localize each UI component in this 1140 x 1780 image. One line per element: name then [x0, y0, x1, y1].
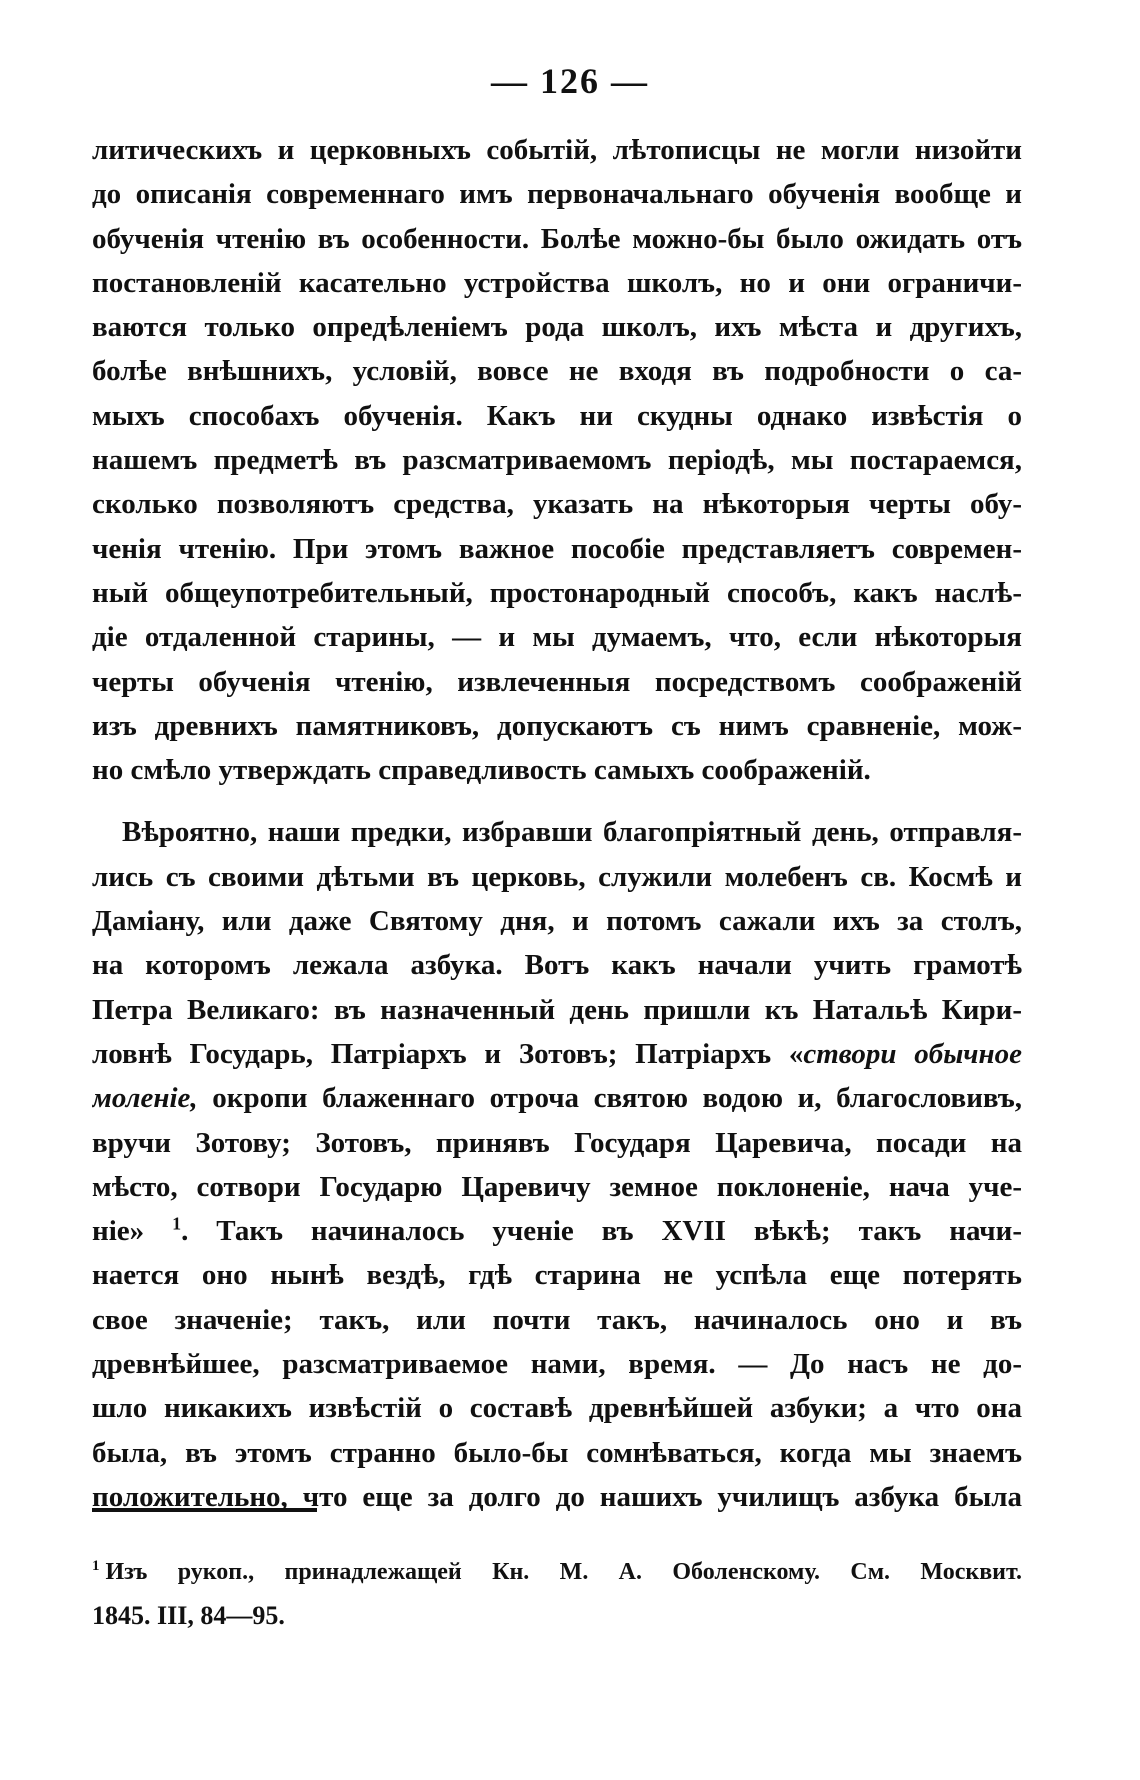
text-line: на которомъ лежала азбука. Вотъ какъ начали учить грамотѣ [92, 949, 1022, 982]
text-line: изъ древнихъ памятниковъ, допускаютъ съ нимъ сравненіе, мож- [92, 709, 1022, 742]
text-segment: окропи блаженнаго отроча святою водою и, благословивъ, [197, 1082, 1022, 1115]
text-line: ный общеупотребительный, простонародный способъ, какъ наслѣ- [92, 576, 1022, 609]
text-line: мѣсто, сотвори Государю Царевичу земное поклоненіе, нача уче- [92, 1170, 1022, 1203]
text-segment: ловнѣ Государь, Патріархъ и Зотовъ; Патріархъ « [92, 1037, 804, 1070]
footnote-text: Изъ рукоп., принадлежащей Кн. М. А. Оболенскому. См. Москвит. [105, 1559, 1022, 1585]
text-segment: ніе» [92, 1215, 173, 1248]
text-line: Даміану, или даже Святому дня, и потомъ сажали ихъ за столъ, [92, 905, 1022, 938]
footnote-line: 1845. III, 84—95. [92, 1601, 285, 1630]
text-line: свое значеніе; такъ, или почти такъ, начиналось оно и въ [92, 1303, 1022, 1336]
text-line [92, 1032, 1022, 1076]
text-line [92, 1209, 1022, 1253]
text-line: мыхъ способахъ обученія. Какъ ни скудны однако извѣстія о [92, 399, 1022, 432]
text-line: обученія чтенію въ особенности. Болѣе можно-бы было ожидать отъ [92, 222, 1022, 255]
text-line [92, 1076, 1022, 1120]
footnote-mark: 1 [92, 1558, 100, 1574]
text-line: діе отдаленной старины, — и мы думаемъ, что, если нѣкоторыя [92, 621, 1022, 654]
text-line: вручи Зотову; Зотовъ, принявъ Государя Царевича, посади на [92, 1126, 1022, 1159]
paragraph-gap [92, 792, 1022, 810]
italic-quote: моленіе, [92, 1082, 198, 1115]
text-line: лись съ своими дѣтьми въ церковь, служили молебенъ св. Космѣ и [92, 860, 1022, 893]
text-line: сколько позволяютъ средства, указать на нѣкоторыя черты обу- [92, 488, 1022, 521]
text-line: черты обученія чтенію, извлеченныя посредствомъ соображеній [92, 665, 1022, 698]
text-line: но смѣло утверждать справедливость самыхъ соображеній. [92, 754, 871, 787]
italic-quote: створи обычное [803, 1037, 1022, 1070]
text-line: была, въ этомъ странно было-бы сомнѣваться, когда мы знаемъ [92, 1436, 1022, 1469]
text-line: ваются только опредѣленіемъ рода школъ, ихъ мѣста и другихъ, [92, 311, 1022, 344]
text-line: постановленій касательно устройства школъ, но и они ограничи- [92, 266, 1022, 299]
text-line: до описанія современнаго имъ первоначальнаго обученія вообще и [92, 178, 1022, 211]
text-line: литическихъ и церковныхъ событій, лѣтописцы не могли низойти [92, 134, 1022, 166]
body-text [92, 128, 1022, 1519]
footnote-reference[interactable]: 1 [172, 1213, 182, 1234]
footnote [92, 1550, 1022, 1638]
footnote-line [92, 1550, 1022, 1594]
text-line: ченія чтенію. При этомъ важное пособіе представляетъ современ- [92, 532, 1022, 565]
text-line: положительно, что еще за долго до нашихъ училищъ азбука была [92, 1480, 1022, 1513]
text-segment: . Такъ начиналось ученіе въ XVII вѣкѣ; такъ начи- [181, 1215, 1022, 1248]
text-line: шло никакихъ извѣстій о составѣ древнѣйшей азбуки; а что она [92, 1392, 1022, 1425]
page-number: — 126 — [491, 61, 649, 101]
text-line: нается оно нынѣ вездѣ, гдѣ старина не успѣла еще потерять [92, 1259, 1022, 1292]
text-line: древнѣйшее, разсматриваемое нами, время. — До насъ не до- [92, 1348, 1022, 1381]
text-line: Вѣроятно, наши предки, избравши благопріятный день, отправля- [122, 816, 1022, 849]
text-line: Петра Великаго: въ назначенный день пришли къ Натальѣ Кири- [92, 993, 1022, 1026]
text-line: болѣе внѣшнихъ, условій, вовсе не входя въ подробности о са- [92, 355, 1022, 388]
text-line: нашемъ предметѣ въ разсматриваемомъ періодѣ, мы постараемся, [92, 444, 1022, 477]
footnote-divider [92, 1508, 317, 1512]
